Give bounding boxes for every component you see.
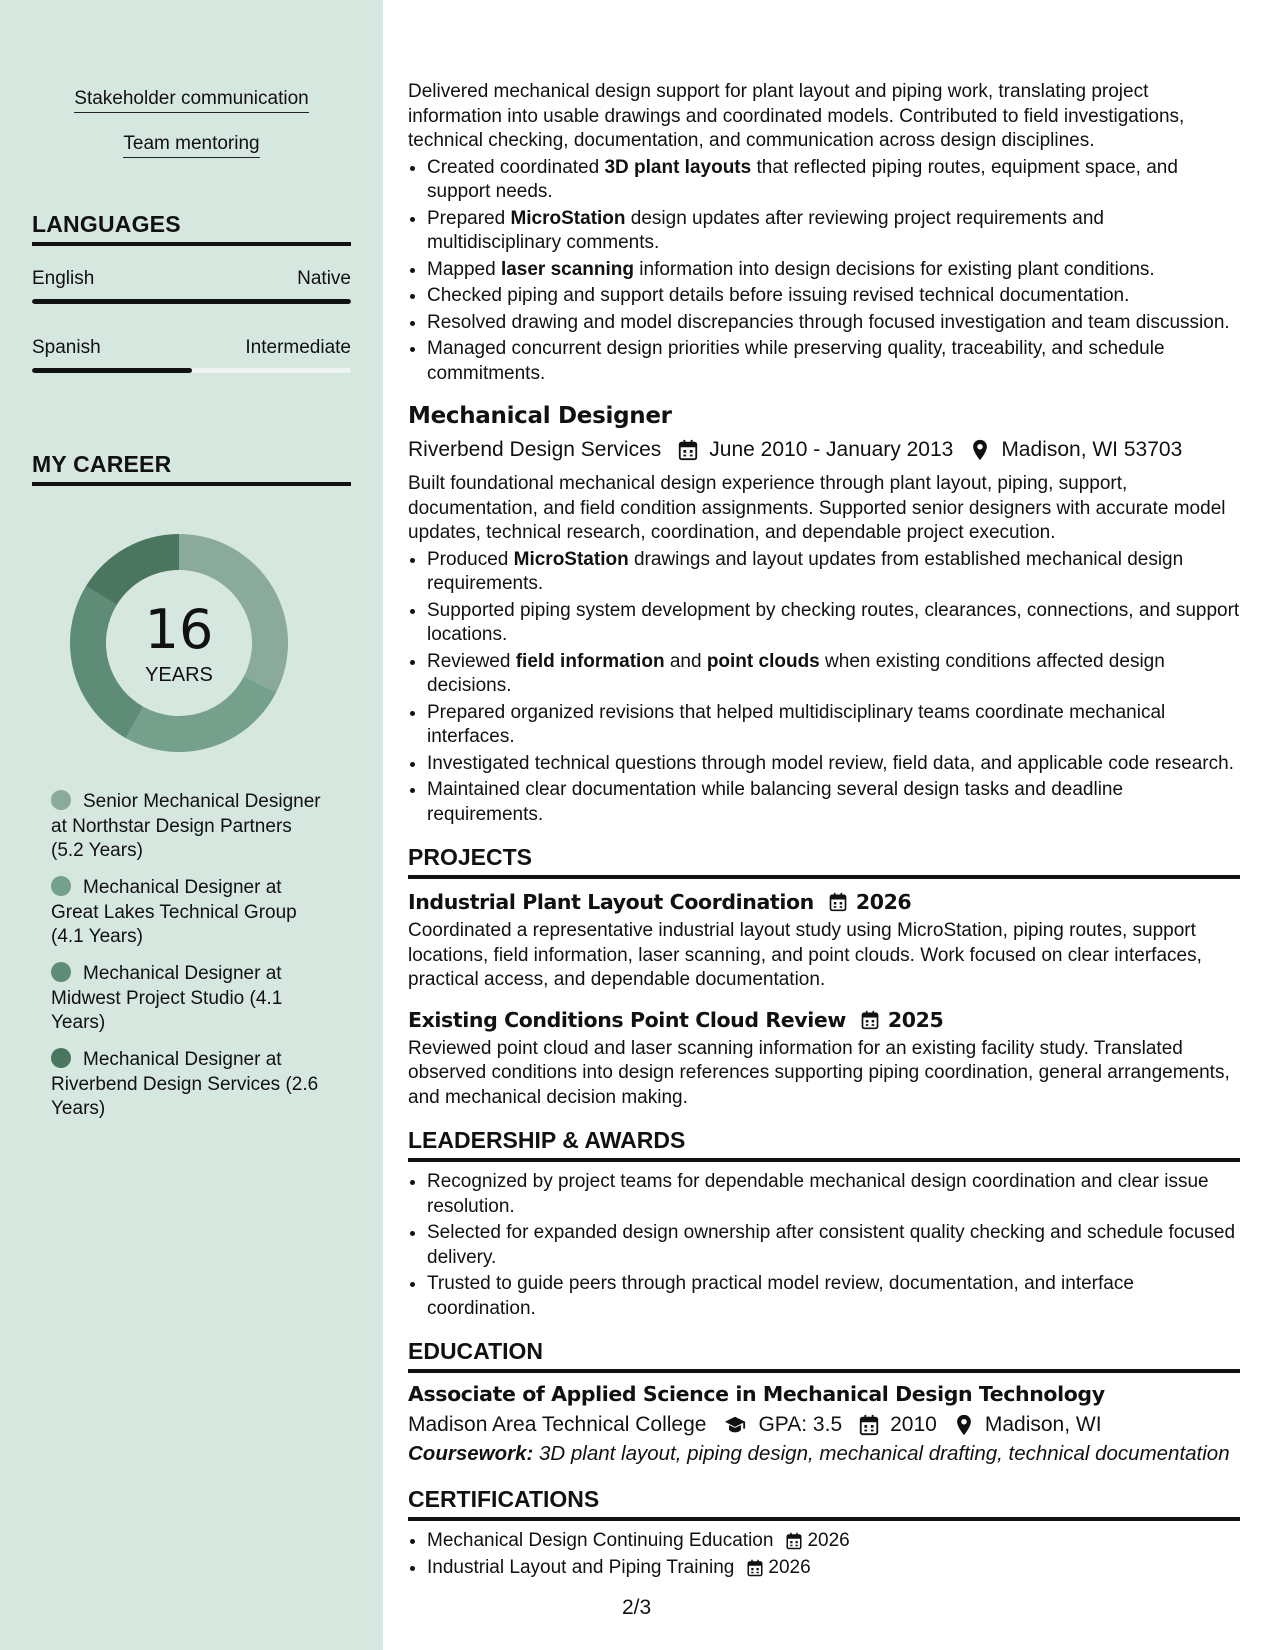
leadership-item: • Recognized by project teams for dependable mechanical design coordination and clear issue resolution. (427, 1170, 1240, 1219)
job-title: Mechanical Designer (408, 403, 672, 429)
calendar-icon (677, 439, 699, 461)
job-bullets (408, 548, 1240, 828)
career-legend-item: Mechanical Designer at Midwest Project Studio (4.1 Years) (51, 963, 283, 1033)
project-year: 2026 (855, 890, 912, 914)
projects-heading: PROJECTS (408, 843, 1240, 879)
language-proficiency-fill (32, 368, 192, 373)
job-bullet: • Prepared organized revisions that helped multidisciplinary teams coordinate mechanical interfaces. (427, 701, 1240, 750)
job-summary: Built foundational mechanical design experience through plant layout, piping, support, documentation, and field condition assignments. Supported senior designers with accurate model updates, technical research, coordination, and dependable project execution. (408, 473, 1226, 543)
coursework: Coursework: 3D plant layout, piping design, mechanical drafting, technical documentation (408, 1442, 1230, 1465)
career-legend-item: Senior Mechanical Designer at Northstar Design Partners (5.2 Years) (51, 791, 321, 861)
job-bullet: • Produced MicroStation drawings and layout updates from established mechanical design requirements. (427, 548, 1240, 597)
job-bullet: • Supported piping system development by checking routes, clearances, connections, and support locations. (427, 599, 1240, 648)
job-bullet: • Resolved drawing and model discrepancies through focused investigation and team discussion. (427, 311, 1240, 336)
calendar-icon (785, 1532, 803, 1550)
calendar-icon (860, 1010, 880, 1030)
project-title: Industrial Plant Layout Coordination 2026 (408, 890, 912, 914)
legend-dot (51, 790, 71, 810)
calendar-icon (746, 1559, 764, 1577)
certification-item: • Industrial Layout and Piping Training 2026 (427, 1556, 1240, 1581)
language-proficiency-fill (32, 299, 351, 304)
language-level: Native (297, 268, 351, 289)
certification-list (408, 1529, 1240, 1580)
job-bullet: • Maintained clear documentation while balancing several design tasks and deadline requirements. (427, 778, 1240, 827)
education-heading: EDUCATION (408, 1337, 1240, 1373)
job-bullet: • Created coordinated 3D plant layouts that reflected piping routes, equipment space, and support needs. (427, 156, 1240, 205)
school-name: Madison Area Technical College (408, 1413, 707, 1436)
graduation-cap-icon (722, 1414, 748, 1436)
school-location: Madison, WI (984, 1413, 1102, 1436)
education-meta (408, 1411, 1240, 1439)
job-bullet: • Managed concurrent design priorities while preserving quality, traceability, and schedule commitments. (427, 337, 1240, 386)
project-year: 2025 (887, 1007, 944, 1032)
language-name: Spanish (32, 337, 101, 358)
job-bullet: • Investigated technical questions through model review, field data, and applicable code research. (427, 752, 1240, 777)
job-bullet: • Prepared MicroStation design updates after reviewing project requirements and multidisciplinary comments. (427, 207, 1240, 256)
job-bullets (408, 156, 1240, 387)
leadership-list (408, 1170, 1240, 1321)
company-name: Riverbend Design Services (408, 438, 662, 461)
donut-segment (86, 534, 179, 605)
gpa: GPA: 3.5 (758, 1413, 843, 1436)
page-number: 2/3 (622, 1596, 652, 1619)
language-proficiency-bar (32, 368, 351, 373)
legend-dot (51, 1048, 71, 1068)
career-legend-item: Mechanical Designer at Riverbend Design Services (2.6 Years) (51, 1049, 319, 1119)
certification-item: • Mechanical Design Continuing Education 2026 (427, 1529, 1240, 1554)
certification-year: 2026 (768, 1556, 811, 1578)
career-legend-item: Mechanical Designer at Great Lakes Technical Group (4.1 Years) (51, 877, 297, 947)
job-location: Madison, WI 53703 (1001, 438, 1183, 461)
main-content (408, 80, 1240, 1582)
leadership-item: • Selected for expanded design ownership after consistent quality checking and schedule focused delivery. (427, 1221, 1240, 1270)
language-row (32, 268, 351, 290)
language-row (32, 337, 351, 359)
donut-segment (70, 586, 143, 738)
job-bullet: • Mapped laser scanning information into design decisions for existing plant conditions. (427, 258, 1240, 283)
map-pin-icon (953, 1414, 975, 1436)
project-description: Reviewed point cloud and laser scanning information for an existing facility study. Translated observed conditions into design references supporting piping coordination, general arrangements, and mechanical decision making. (408, 1037, 1230, 1108)
job-dates: June 2010 - January 2013 (709, 438, 954, 461)
career-heading: MY CAREER (32, 450, 351, 486)
skill-item: Stakeholder communication (0, 88, 383, 110)
career-total-unit: YEARS (145, 664, 213, 686)
degree-title: Associate of Applied Science in Mechanical Design Technology (408, 1382, 1105, 1406)
certifications-heading: CERTIFICATIONS (408, 1485, 1240, 1521)
skill-item: Team mentoring (0, 133, 383, 155)
calendar-icon (858, 1414, 880, 1436)
language-proficiency-bar (32, 299, 351, 304)
leadership-heading: LEADERSHIP & AWARDS (408, 1126, 1240, 1162)
career-donut-chart (66, 530, 292, 756)
map-pin-icon (969, 439, 991, 461)
project-title: Existing Conditions Point Cloud Review 2025 (408, 1007, 944, 1032)
job-meta (408, 436, 1240, 464)
job-bullet: • Checked piping and support details before issuing revised technical documentation. (427, 284, 1240, 309)
donut-segment (126, 676, 276, 752)
graduation-year: 2010 (890, 1413, 937, 1436)
language-level: Intermediate (245, 337, 351, 358)
calendar-icon (828, 892, 848, 912)
job-summary: Delivered mechanical design support for plant layout and piping work, translating project information into usable drawings and coordinated models. Contributed to field investigations, technical checking, documentation, and communication across design disciplines. (408, 81, 1185, 151)
legend-dot (51, 876, 71, 896)
legend-dot (51, 962, 71, 982)
job-bullet: • Reviewed field information and point clouds when existing conditions affected design decisions. (427, 650, 1240, 699)
project-description: Coordinated a representative industrial layout study using MicroStation, piping routes, support locations, field information, laser scanning, and point clouds. Work focused on clear interfaces, practical access, and dependable documentation. (408, 920, 1202, 990)
leadership-item: • Trusted to guide peers through practical model review, documentation, and interface coordination. (427, 1272, 1240, 1321)
certification-year: 2026 (807, 1530, 850, 1551)
sidebar (0, 0, 383, 1650)
languages-heading: LANGUAGES (32, 210, 351, 246)
career-total-number: 16 (144, 598, 214, 661)
language-name: English (32, 268, 95, 289)
